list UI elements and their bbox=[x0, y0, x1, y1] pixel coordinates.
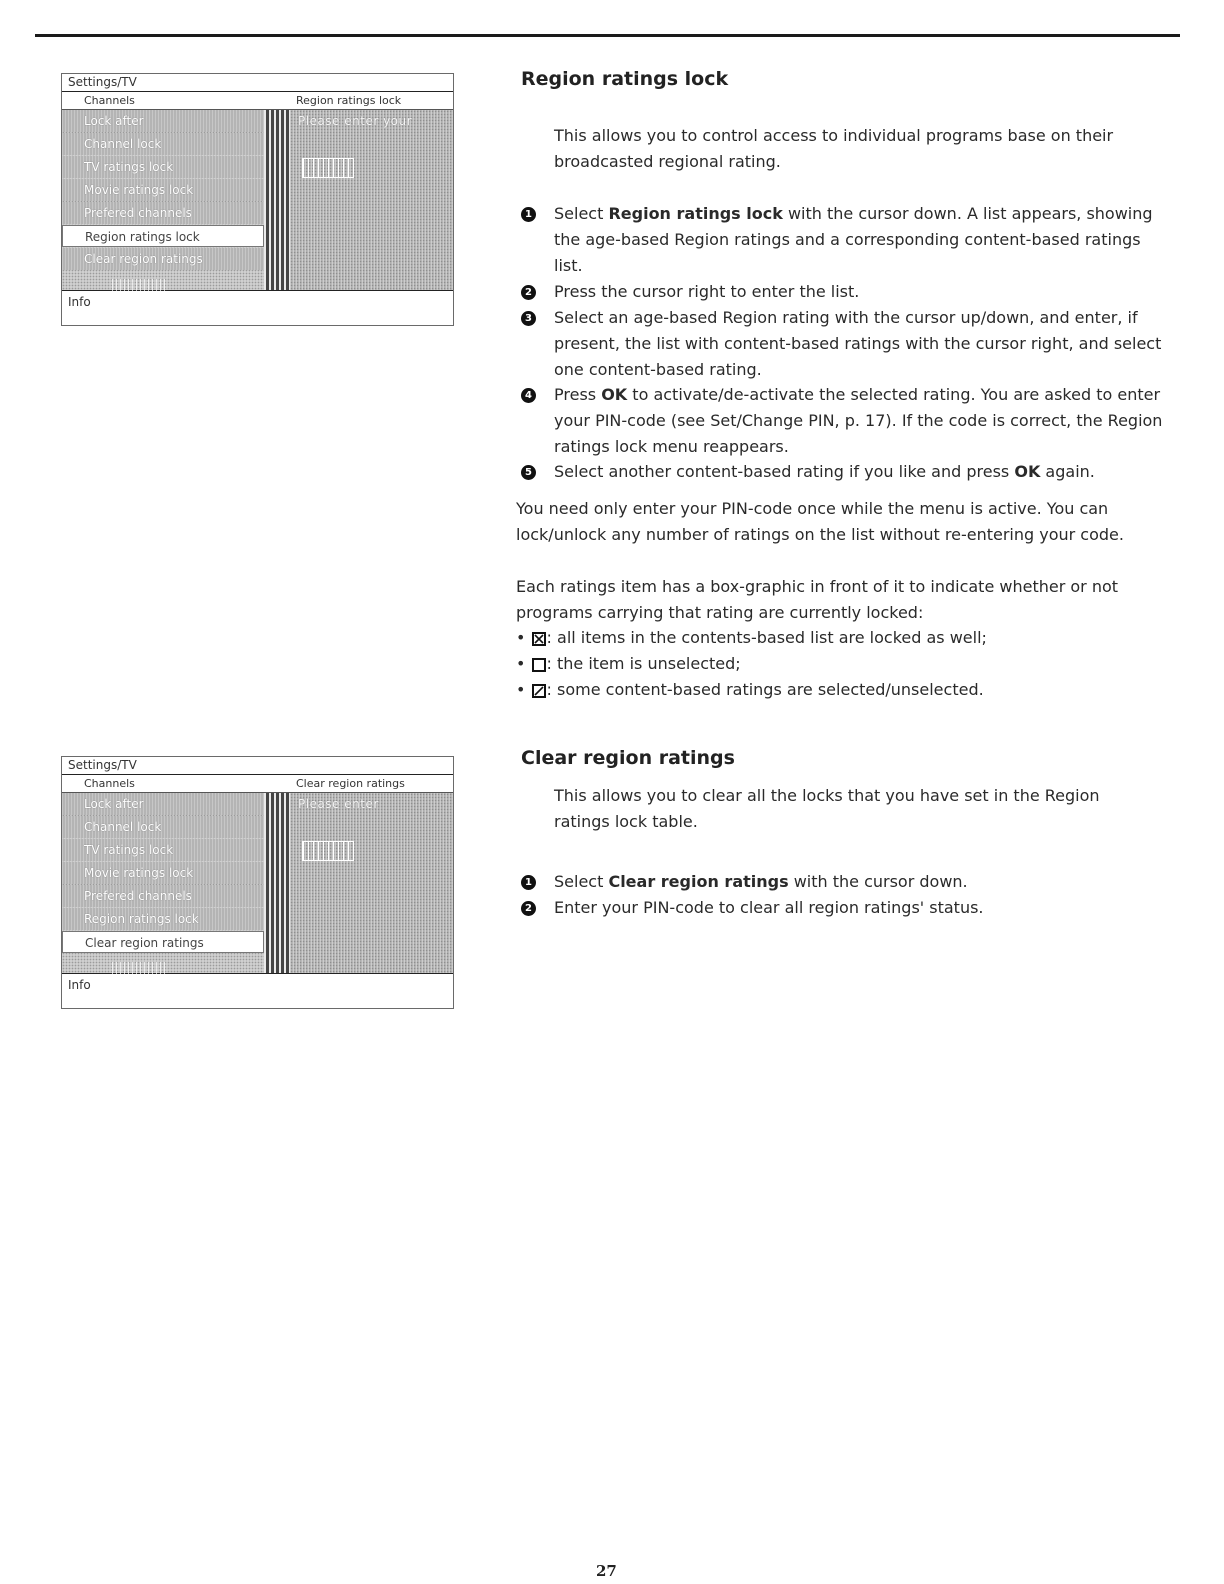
page-number: 27 bbox=[596, 1562, 617, 1580]
checkbox-empty-icon bbox=[532, 658, 546, 672]
pin-prompt: Please enter bbox=[298, 797, 379, 811]
menu-item-prefered-channels[interactable]: Prefered channels bbox=[62, 202, 264, 224]
section-title-region-ratings-lock: Region ratings lock bbox=[521, 68, 729, 90]
tv-menu-screenshot-clear-region bbox=[61, 756, 454, 1009]
breadcrumb: Settings/TV bbox=[68, 758, 137, 772]
menu-item-region-ratings-lock[interactable]: Region ratings lock bbox=[62, 225, 264, 247]
scroll-bars bbox=[264, 793, 290, 973]
breadcrumb: Settings/TV bbox=[68, 75, 137, 89]
menu-item-clear-region-ratings[interactable]: Clear region ratings bbox=[62, 248, 264, 270]
menu-body bbox=[62, 110, 453, 290]
menu-filler bbox=[62, 954, 264, 994]
step-number-icon: 1 bbox=[521, 207, 536, 222]
menu-item-prefered-channels[interactable]: Prefered channels bbox=[62, 885, 264, 907]
checkbox-crossed-icon bbox=[532, 632, 546, 646]
tv-menu-screenshot-region-ratings bbox=[61, 73, 454, 326]
pin-entry-field[interactable] bbox=[302, 841, 354, 861]
menu-item-clear-region-ratings[interactable]: Clear region ratings bbox=[62, 931, 264, 953]
step-number-icon: 2 bbox=[521, 285, 536, 300]
step-number-icon: 4 bbox=[521, 388, 536, 403]
menu-item-channel-lock[interactable]: Channel lock bbox=[62, 816, 264, 838]
left-column-title: Channels bbox=[84, 777, 135, 790]
menu-header bbox=[62, 91, 453, 110]
menu-list bbox=[62, 793, 264, 994]
bullet-unselected: • : the item is unselected; bbox=[516, 654, 741, 673]
section1-paragraph: You need only enter your PIN-code once while the menu is active. You can lock/unlock any number of ratings on the list without re-entering your code. bbox=[516, 499, 1124, 544]
menu-body bbox=[62, 793, 453, 973]
menu-item-movie-ratings-lock[interactable]: Movie ratings lock bbox=[62, 862, 264, 884]
step-number-icon: 1 bbox=[521, 875, 536, 890]
menu-filler bbox=[62, 271, 264, 311]
info-bar: Info bbox=[62, 973, 453, 1008]
pin-entry-field[interactable] bbox=[302, 158, 354, 178]
bullet-locked: • : all items in the contents-based list are locked as well; bbox=[516, 628, 987, 647]
checkbox-slash-icon bbox=[532, 684, 546, 698]
section-title-clear-region-ratings: Clear region ratings bbox=[521, 747, 735, 769]
right-panel bbox=[290, 793, 453, 973]
menu-item-lock-after[interactable]: Lock after bbox=[62, 793, 264, 815]
scroll-bars bbox=[264, 110, 290, 290]
section1-intro: This allows you to control access to individual programs base on their broadcasted regional rating. bbox=[554, 126, 1114, 171]
menu-item-tv-ratings-lock[interactable]: TV ratings lock bbox=[62, 839, 264, 861]
menu-item-region-ratings-lock[interactable]: Region ratings lock bbox=[62, 908, 264, 930]
right-panel bbox=[290, 110, 453, 290]
menu-item-movie-ratings-lock[interactable]: Movie ratings lock bbox=[62, 179, 264, 201]
menu-item-lock-after[interactable]: Lock after bbox=[62, 110, 264, 132]
step-number-icon: 2 bbox=[521, 901, 536, 916]
menu-item-tv-ratings-lock[interactable]: TV ratings lock bbox=[62, 156, 264, 178]
menu-list bbox=[62, 110, 264, 311]
bullet-partial: • : some content-based ratings are selected/unselected. bbox=[516, 680, 984, 699]
info-bar: Info bbox=[62, 290, 453, 325]
top-rule bbox=[35, 34, 1180, 37]
step-number-icon: 5 bbox=[521, 465, 536, 480]
right-column-title: Region ratings lock bbox=[296, 94, 402, 107]
step-number-icon: 3 bbox=[521, 311, 536, 326]
right-column-title: Clear region ratings bbox=[296, 777, 405, 790]
section1-paragraph: Each ratings item has a box-graphic in front of it to indicate whether or not programs carrying that rating are currently locked: bbox=[516, 577, 1119, 622]
menu-item-channel-lock[interactable]: Channel lock bbox=[62, 133, 264, 155]
section2-intro: This allows you to clear all the locks that you have set in the Region ratings lock table. bbox=[554, 786, 1100, 831]
pin-prompt: Please enter your bbox=[298, 114, 413, 128]
menu-header bbox=[62, 774, 453, 793]
left-column-title: Channels bbox=[84, 94, 135, 107]
